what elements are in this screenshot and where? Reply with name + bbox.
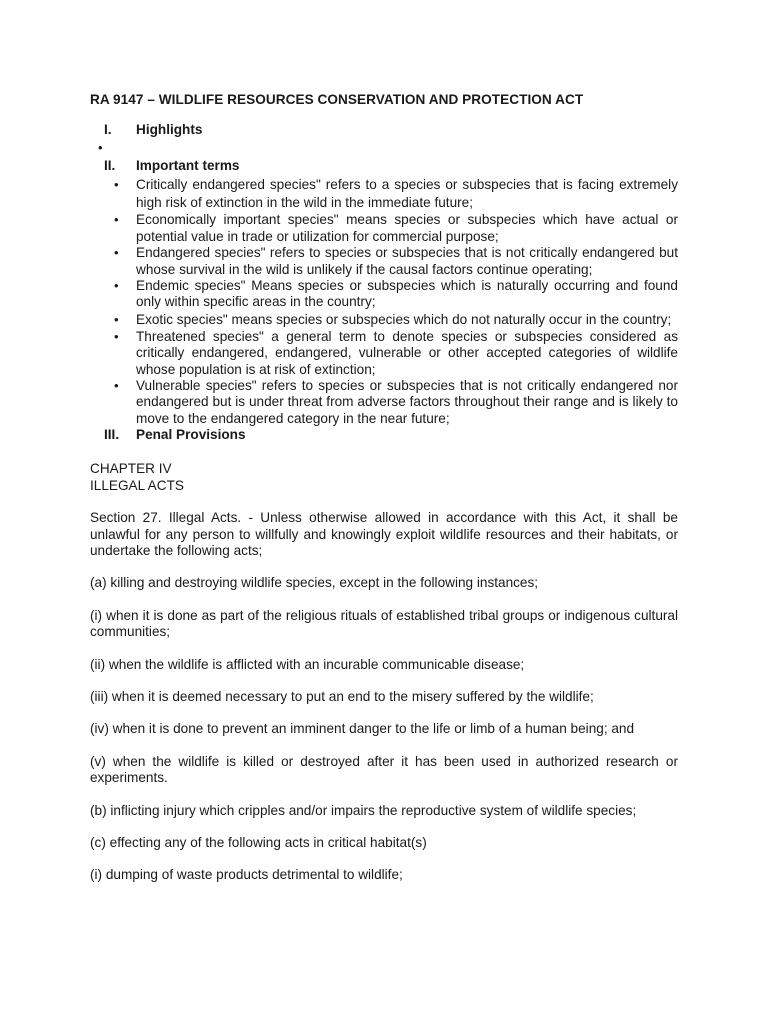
term-definition: Vulnerable species" refers to species or subspecies that is not critically endangered nor endangered but is under threat from adverse factors throughout their range and is likely to move to the endangered category in the near future;	[136, 378, 678, 426]
term-definition: Endemic species" Means species or subspecies which is naturally occurring and found only within specific areas in the country;	[136, 278, 678, 310]
document-title: RA 9147 – WILDLIFE RESOURCES CONSERVATION AND PROTECTION ACT	[90, 92, 584, 107]
section-numeral: II.	[104, 158, 116, 174]
paragraph: (v) when the wildlife is killed or destroyed after it has been used in authorized research or experiments.	[90, 753, 678, 786]
list-item	[90, 176, 678, 212]
paragraph: (iii) when it is deemed necessary to put an end to the misery suffered by the wildlife;	[90, 688, 594, 704]
list-item	[90, 378, 678, 427]
section-important-terms	[90, 158, 678, 176]
section-highlights	[90, 122, 678, 140]
bullet-icon: •	[114, 177, 119, 193]
term-definition: Endangered species" refers to species or subspecies that is not critically endangered but whose survival in the wild is unlikely if the causal factors continue operating;	[136, 245, 678, 277]
list-item	[90, 329, 678, 378]
term-definition: Critically endangered species" refers to a species or subspecies that is facing extremely high risk of extinction in the wild in the immediate future;	[136, 177, 678, 211]
list-item	[90, 212, 678, 245]
section-numeral: III.	[104, 427, 120, 443]
section-numeral: I.	[104, 122, 112, 138]
paragraph: (iv) when it is done to prevent an imminent danger to the life or limb of a human being; and	[90, 721, 635, 737]
paragraph: (b) inflicting injury which cripples and/or impairs the reproductive system of wildlife species;	[90, 802, 637, 818]
paragraph: (i) when it is done as part of the religious rituals of established tribal groups or indigenous cultural communities;	[90, 607, 678, 640]
section-heading: Important terms	[136, 158, 240, 174]
document-page	[90, 92, 678, 884]
important-terms-list	[90, 176, 678, 427]
section-heading: Penal Provisions	[136, 427, 246, 443]
section-penal-provisions	[90, 427, 678, 445]
bullet-icon: •	[114, 378, 119, 394]
paragraph: (c) effecting any of the following acts in critical habitat(s)	[90, 834, 427, 850]
empty-list-item	[90, 140, 678, 158]
list-item	[90, 278, 678, 311]
section-heading: Highlights	[136, 122, 203, 138]
paragraph: Section 27. Illegal Acts. - Unless otherwise allowed in accordance with this Act, it shall be unlawful for any person to willfully and knowingly exploit wildlife resources and their habitats, or undertake the following acts;	[90, 510, 678, 558]
list-item	[90, 245, 678, 278]
paragraph: (ii) when the wildlife is afflicted with an incurable communicable disease;	[90, 656, 525, 672]
bullet-icon: •	[98, 140, 103, 156]
term-definition: Exotic species" means species or subspecies which do not naturally occur in the country;	[136, 311, 672, 327]
bullet-icon: •	[114, 311, 119, 327]
term-definition: Economically important species" means species or subspecies which have actual or potential value in trade or utilization for commercial purpose;	[136, 212, 678, 244]
chapter-heading	[90, 461, 678, 494]
chapter-title: ILLEGAL ACTS	[90, 477, 184, 493]
list-item	[90, 311, 678, 329]
bullet-icon: •	[114, 245, 119, 261]
paragraph: (i) dumping of waste products detrimental to wildlife;	[90, 867, 403, 883]
paragraph: (a) killing and destroying wildlife species, except in the following instances;	[90, 575, 539, 591]
chapter-number: CHAPTER IV	[90, 461, 172, 477]
term-definition: Threatened species" a general term to denote species or subspecies considered as critically endangered, endangered, vulnerable or other accepted categories of wildlife whose population is at risk of extinction;	[136, 328, 678, 377]
bullet-icon: •	[114, 328, 119, 344]
bullet-icon: •	[114, 278, 119, 294]
bullet-icon: •	[114, 212, 119, 228]
